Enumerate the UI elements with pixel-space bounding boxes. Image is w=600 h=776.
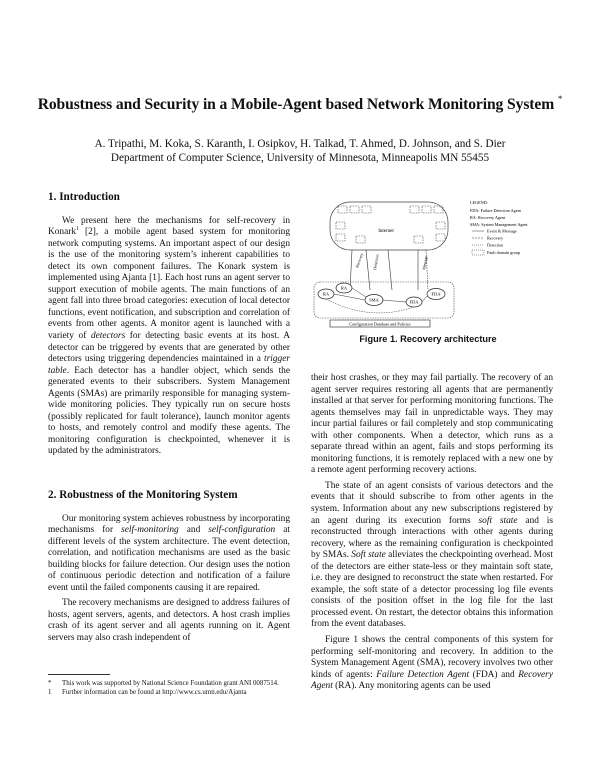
robustness-section	[48, 490, 290, 645]
footnotes	[48, 680, 290, 698]
node-fda-1: FDA	[409, 299, 419, 305]
svg-text:LEGEND:: LEGEND:	[470, 200, 488, 205]
intro-paragraph: We present here the mechanisms for self-recovery in Konark$^1$ [2], a mobile agent based system for monitoring network computing systems. An important aspect of our design is the use of the monitoring system’s inherent capabilities to detect its own component failures. The Konark system is implemented using Ajanta [1]. Each host runs an agent server to support execution of mobile agents. The main functions of an agent fall into three broad categories: execution of local detector functions, event notification, and subscription and correlation of events from other agents. A monitor agent is launched with a variety of detectors for detecting basic events at its host. A detector can be triggered by events that are generated by other detectors using triggering dependencies maintained in a trigger table. Each detector has a handler object, which sends the generated events to their subscribers. System Management Agents (SMAs) are primarily responsible for managing system-wide monitoring policies. They typically run on secure hosts (possibly replicated for fault tolerance), launch monitor agents to hosts, and remotely control and modify these agents. The monitoring configuration is checkpointed, whenever it is updated by the administrators.	[48, 215, 290, 457]
footnote-ref: 1	[76, 225, 80, 232]
svg-text:Recovery: Recovery	[487, 235, 504, 241]
section-heading-robustness: 2. Robustness of the Monitoring System	[48, 489, 238, 501]
svg-text:FDA: Failure Detection Agent: FDA: Failure Detection Agent	[470, 208, 521, 213]
robustness-paragraph-2: The recovery mechanisms are designed to address failures of hosts, agent servers, agents, and detectors. A host crash implies crash of its agent server and all agents running on it. Agent servers may also crash independent of	[48, 598, 290, 644]
agent-nodes	[318, 283, 445, 307]
title-footnote-mark: *	[557, 94, 563, 104]
title-text: Robustness and Security in a Mobile-Agent based Network Monitoring System	[37, 96, 555, 113]
figure-legend	[470, 200, 528, 255]
internet-label: Internet	[378, 229, 394, 234]
node-fda-2: FDA	[431, 291, 441, 297]
svg-text:Event & Message: Event & Message	[487, 228, 517, 234]
svg-text:RA: Recovery Agent: RA: Recovery Agent	[470, 215, 506, 220]
node-ra-2: RA	[340, 285, 348, 291]
node-ra-1: RA	[322, 291, 330, 297]
footnote-1: * This work was supported by National Science Foundation grant ANI 0087514.	[48, 680, 279, 687]
introduction-section	[48, 192, 290, 458]
svg-text:SMA: System Management Agent: SMA: System Management Agent	[470, 222, 528, 227]
figure-recovery-architecture	[300, 190, 556, 340]
footnote-2: 1 Further information can be found at http://www.cs.umn.edu/Ajanta	[48, 688, 247, 696]
detection-link-label: Detection	[372, 253, 380, 271]
footnote-rule	[48, 674, 110, 675]
recovery-link-label: Recovery	[354, 252, 365, 269]
config-database-label: Configuration Database and Policies	[349, 321, 411, 327]
paper-title	[20, 96, 580, 114]
message-link-label: Message	[421, 255, 429, 271]
right-paragraph-3: Figure 1 shows the central components of this system for performing self-monitoring and recovery. In addition to the System Management Agent (SMA), recovery involves two other kinds of agents: Failure Detection Agent (FDA) and Recovery Agent (RA). Any monitoring agents can be used	[311, 635, 553, 692]
right-paragraph-2: The state of an agent consists of various detectors and the events that it should subscribe to from other agents in the system. Information about any new subscriptions registered by an agent during its execution forms soft state and is reconstructed through interactions with other agents during recovery, where as the remaining configuration is checkpointed by SMAs. Soft state alleviates the checkpointing overhead. Most of the detectors are either state-less or they maintain soft state, i.e. they are designed to reconstruct the state when restarted. For example, the soft state of a detector processing log file events consists of the position offset in the log file for the last processed event. On restart, the detector obtains this information from the event databases.	[311, 480, 553, 630]
svg-text:Detection: Detection	[487, 242, 504, 248]
node-sma-1: SMA	[369, 297, 379, 303]
recovery-architecture-diagram	[300, 190, 556, 340]
svg-text:Fault domain group: Fault domain group	[487, 250, 521, 255]
author-list: A. Tripathi, M. Koka, S. Karanth, I. Osipkov, H. Talkad, T. Ahmed, D. Johnson, and S. Dier	[94, 138, 506, 150]
right-paragraph-1: their host crashes, or they may fail partially. The recovery of an agent server requires restoring all agents that are permanently installed at that server for performing monitoring functions. The agents themselves may fail in unpredictable ways. They may incur partial failures or fail completely and stop communicating with other components. When a detector, which runs as a separate thread within an agent, fails and stops performing its monitoring functions, it is remotely replaced with a new one by a remote agent performing recovery actions.	[311, 373, 553, 476]
right-column-text	[311, 373, 553, 693]
section-heading-introduction: 1. Introduction	[48, 191, 120, 203]
internet-cloud	[330, 202, 448, 250]
figure-caption: Figure 1. Recovery architecture	[359, 334, 497, 344]
robustness-paragraph-1: Our monitoring system achieves robustness by incorporating mechanisms for self-monitoring and self-configuration at different levels of the system architecture. The event detection, correlation, and notification mechanisms are used as the basic building blocks for failure detection. Our design uses the notion of continuous periodic detection and notification of a failure event until the failed components causing it are repaired.	[48, 513, 290, 593]
host-boxes	[336, 206, 445, 243]
affiliation: Department of Computer Science, University of Minnesota, Minneapolis MN 55455	[110, 152, 490, 164]
